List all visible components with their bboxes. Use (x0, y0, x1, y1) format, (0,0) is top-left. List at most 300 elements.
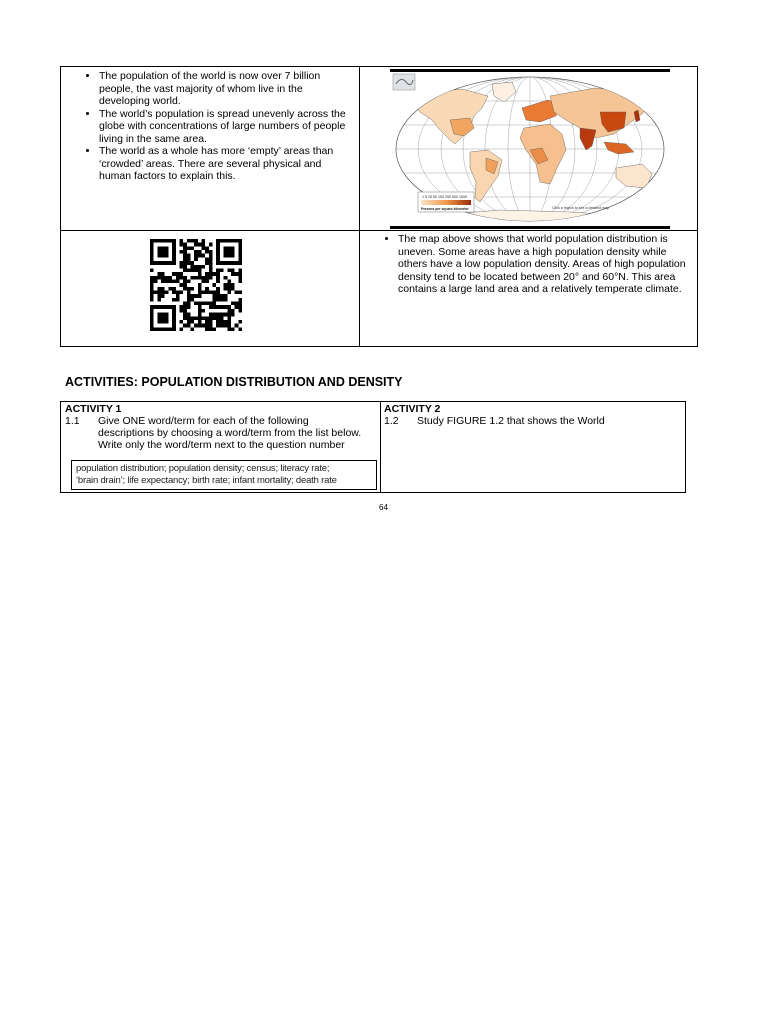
qr-module (154, 239, 158, 243)
qr-module (216, 291, 220, 295)
qr-module (216, 268, 220, 272)
qr-module (179, 283, 183, 287)
qr-module (238, 276, 242, 280)
qr-module (216, 250, 220, 254)
qr-module (238, 243, 242, 247)
qr-module (172, 250, 176, 254)
qr-module (187, 257, 191, 261)
qr-module (202, 276, 206, 280)
qr-module (216, 324, 220, 328)
qr-module (209, 316, 213, 320)
qr-module (194, 324, 198, 328)
qr-module (179, 305, 183, 309)
qr-module (198, 287, 202, 291)
qr-module (161, 254, 165, 258)
qr-module (183, 305, 187, 309)
qr-module (216, 320, 220, 324)
question-text: Study FIGURE 1.2 that shows the World (417, 415, 605, 427)
qr-module (209, 302, 213, 306)
qr-module (161, 279, 165, 283)
qr-module (205, 250, 209, 254)
qr-module (238, 298, 242, 302)
qr-module (224, 254, 228, 258)
word-list-line: population distribution; population density; census; literacy rate; (76, 463, 330, 474)
qr-module (224, 313, 228, 317)
qr-module (231, 261, 235, 265)
qr-module (198, 309, 202, 313)
qr-module (168, 239, 172, 243)
qr-module (231, 302, 235, 306)
qr-module (231, 272, 235, 276)
qr-module (238, 257, 242, 261)
qr-module (198, 250, 202, 254)
qr-module (231, 246, 235, 250)
qr-module (161, 305, 165, 309)
qr-module (220, 261, 224, 265)
qr-module (157, 320, 161, 324)
qr-module (227, 309, 231, 313)
qr-module (161, 272, 165, 276)
qr-module (216, 243, 220, 247)
qr-module (150, 298, 154, 302)
qr-module (227, 246, 231, 250)
qr-module (190, 261, 194, 265)
qr-module (161, 239, 165, 243)
qr-module (150, 279, 154, 283)
qr-module (202, 279, 206, 283)
qr-module (179, 239, 183, 243)
qr-module (187, 287, 191, 291)
qr-module (183, 313, 187, 317)
qr-module (187, 254, 191, 258)
qr-module (190, 268, 194, 272)
question-number: 1.2 (384, 415, 399, 427)
qr-module (194, 254, 198, 258)
qr-module (198, 305, 202, 309)
qr-module (231, 287, 235, 291)
qr-module (176, 272, 180, 276)
qr-module (227, 283, 231, 287)
qr-module (190, 320, 194, 324)
qr-module (238, 305, 242, 309)
qr-module (198, 243, 202, 247)
qr-module (183, 287, 187, 291)
intro-bullet-list (81, 70, 353, 183)
qr-module (187, 294, 191, 298)
section-title: ACTIVITIES: POPULATION DISTRIBUTION AND DENSITY (65, 375, 403, 389)
qr-module (183, 243, 187, 247)
qr-module (183, 283, 187, 287)
qr-module (150, 254, 154, 258)
qr-module (150, 313, 154, 317)
qr-module (179, 243, 183, 247)
qr-module (209, 265, 213, 269)
qr-module (179, 261, 183, 265)
qr-module (172, 254, 176, 258)
qr-module (216, 272, 220, 276)
qr-module (187, 320, 191, 324)
qr-module (216, 316, 220, 320)
qr-module (220, 298, 224, 302)
qr-module (190, 265, 194, 269)
svg-text:Persons per square kilometer: Persons per square kilometer (421, 207, 469, 211)
qr-module (150, 309, 154, 313)
intro-table (60, 66, 698, 347)
qr-module (209, 254, 213, 258)
intro-bullet: • The world’s population is spread unevenly across the globe with concentrations of large numbers of people living in the same area. (99, 108, 353, 146)
qr-module (194, 268, 198, 272)
qr-module (224, 287, 228, 291)
qr-module (190, 316, 194, 320)
qr-module (172, 298, 176, 302)
qr-module (220, 313, 224, 317)
qr-module (227, 313, 231, 317)
qr-module (235, 261, 239, 265)
qr-module (202, 243, 206, 247)
qr-module (205, 327, 209, 331)
qr-module (209, 268, 213, 272)
qr-module (220, 324, 224, 328)
qr-module (194, 302, 198, 306)
qr-module (198, 272, 202, 276)
qr-module (165, 327, 169, 331)
qr-module (209, 276, 213, 280)
qr-module (198, 268, 202, 272)
qr-module (161, 287, 165, 291)
qr-module (224, 324, 228, 328)
qr-module (231, 313, 235, 317)
qr-module (231, 268, 235, 272)
qr-module (220, 268, 224, 272)
qr-module (150, 261, 154, 265)
qr-module (202, 309, 206, 313)
qr-module (150, 291, 154, 295)
qr-module (224, 298, 228, 302)
qr-module (165, 250, 169, 254)
qr-module (194, 294, 198, 298)
qr-module (161, 313, 165, 317)
qr-module (198, 276, 202, 280)
qr-module (216, 254, 220, 258)
qr-module (224, 283, 228, 287)
intro-text-cell (61, 67, 359, 230)
qr-module (179, 272, 183, 276)
qr-module (183, 246, 187, 250)
qr-module (209, 261, 213, 265)
qr-module (187, 246, 191, 250)
qr-module (224, 239, 228, 243)
qr-module (224, 246, 228, 250)
world-population-map[interactable] (390, 69, 670, 229)
map-graphic (390, 72, 670, 226)
qr-module (150, 243, 154, 247)
qr-module (154, 276, 158, 280)
qr-module (168, 279, 172, 283)
qr-module (176, 279, 180, 283)
qr-module (183, 324, 187, 328)
qr-module (154, 305, 158, 309)
table-divider (380, 402, 381, 492)
qr-module (209, 250, 213, 254)
qr-module (172, 261, 176, 265)
qr-module (224, 261, 228, 265)
map-legend (418, 192, 474, 212)
qr-module (157, 250, 161, 254)
qr-module (157, 287, 161, 291)
qr-module (213, 302, 217, 306)
qr-module (235, 305, 239, 309)
qr-module (190, 294, 194, 298)
qr-module (172, 243, 176, 247)
qr-module (161, 246, 165, 250)
page-number: 64 (379, 503, 388, 512)
qr-module (165, 246, 169, 250)
qr-code-icon[interactable] (150, 239, 242, 331)
qr-module (187, 268, 191, 272)
qr-module (205, 257, 209, 261)
qr-module (165, 313, 169, 317)
qr-module (154, 327, 158, 331)
qr-module (161, 327, 165, 331)
qr-module (227, 254, 231, 258)
qr-module (187, 239, 191, 243)
qr-module (216, 298, 220, 302)
qr-module (172, 305, 176, 309)
qr-module (231, 327, 235, 331)
qr-module (227, 268, 231, 272)
qr-module (238, 250, 242, 254)
qr-module (216, 287, 220, 291)
qr-module (150, 276, 154, 280)
qr-module (227, 291, 231, 295)
qr-module (179, 250, 183, 254)
qr-module (198, 324, 202, 328)
qr-module (205, 324, 209, 328)
qr-module (213, 272, 217, 276)
qr-module (213, 283, 217, 287)
qr-module (183, 279, 187, 283)
qr-module (198, 320, 202, 324)
qr-module (183, 316, 187, 320)
qr-module (179, 327, 183, 331)
qr-module (161, 276, 165, 280)
qr-module (227, 327, 231, 331)
qr-module (187, 324, 191, 328)
question-row (384, 415, 684, 427)
qr-module (235, 239, 239, 243)
qr-module (220, 294, 224, 298)
qr-module (194, 276, 198, 280)
qr-module (216, 246, 220, 250)
qr-module (213, 294, 217, 298)
qr-module (157, 291, 161, 295)
qr-module (205, 246, 209, 250)
qr-module (238, 309, 242, 313)
qr-module (183, 261, 187, 265)
qr-module (190, 239, 194, 243)
qr-module (198, 294, 202, 298)
qr-module (231, 309, 235, 313)
qr-module (216, 313, 220, 317)
qr-module (238, 254, 242, 258)
qr-module (179, 265, 183, 269)
qr-module (238, 320, 242, 324)
qr-module (209, 257, 213, 261)
map-text-cell (360, 231, 697, 346)
qr-module (205, 276, 209, 280)
qr-module (176, 276, 180, 280)
qr-module (202, 316, 206, 320)
qr-module (157, 246, 161, 250)
qr-module (172, 324, 176, 328)
qr-module (238, 268, 242, 272)
qr-module (183, 302, 187, 306)
qr-module (154, 279, 158, 283)
qr-module (194, 239, 198, 243)
qr-module (238, 279, 242, 283)
qr-module (238, 239, 242, 243)
qr-module (183, 250, 187, 254)
word-list-line: ‘brain drain’; life expectancy; birth rate; infant mortality; death rate (76, 475, 337, 486)
qr-module (187, 302, 191, 306)
qr-module (187, 291, 191, 295)
qr-module (209, 327, 213, 331)
qr-module (172, 279, 176, 283)
qr-module (150, 283, 154, 287)
qr-module (227, 261, 231, 265)
qr-module (227, 279, 231, 283)
qr-module (220, 316, 224, 320)
qr-module (179, 291, 183, 295)
qr-module (161, 316, 165, 320)
intro-bullet: • The world as a whole has more ‘empty’ areas than ‘crowded’ areas. There are several physical and human factors to explain this. (99, 145, 353, 183)
qr-module (179, 320, 183, 324)
qr-module (209, 305, 213, 309)
qr-module (150, 250, 154, 254)
qr-module (205, 302, 209, 306)
activity-1 (65, 403, 377, 451)
qr-module (165, 305, 169, 309)
question-row (65, 415, 377, 427)
qr-module (187, 305, 191, 309)
qr-module (150, 316, 154, 320)
qr-module (205, 261, 209, 265)
qr-module (176, 298, 180, 302)
qr-module (235, 272, 239, 276)
qr-module (190, 298, 194, 302)
qr-module (172, 313, 176, 317)
qr-module (224, 294, 228, 298)
activity-2-heading: ACTIVITY 2 (384, 403, 441, 415)
qr-module (224, 276, 228, 280)
qr-module (224, 250, 228, 254)
qr-module (161, 250, 165, 254)
qr-module (168, 287, 172, 291)
qr-module (150, 239, 154, 243)
qr-module (176, 291, 180, 295)
qr-module (224, 320, 228, 324)
svg-text:1 5 25 50 100 250 500 1000: 1 5 25 50 100 250 500 1000 (422, 195, 467, 199)
qr-module (165, 239, 169, 243)
qr-module (202, 254, 206, 258)
qr-module (209, 324, 213, 328)
qr-module (198, 302, 202, 306)
qr-module (209, 320, 213, 324)
qr-module (157, 261, 161, 265)
qr-module (202, 265, 206, 269)
qr-module (157, 239, 161, 243)
qr-module (220, 305, 224, 309)
qr-module (157, 276, 161, 280)
qr-module (172, 320, 176, 324)
qr-module (183, 265, 187, 269)
qr-module (172, 316, 176, 320)
qr-module (150, 324, 154, 328)
qr-module (183, 309, 187, 313)
map-logo (393, 74, 415, 90)
qr-module (187, 261, 191, 265)
qr-module (150, 305, 154, 309)
qr-module (157, 272, 161, 276)
qr-module (190, 246, 194, 250)
qr-module (165, 320, 169, 324)
qr-module (231, 283, 235, 287)
qr-module (209, 291, 213, 295)
qr-module (150, 287, 154, 291)
qr-module (161, 291, 165, 295)
qr-module (172, 287, 176, 291)
qr-module (227, 239, 231, 243)
qr-module (172, 239, 176, 243)
qr-module (227, 250, 231, 254)
qr-module (213, 305, 217, 309)
qr-module (205, 316, 209, 320)
qr-module (190, 327, 194, 331)
qr-module (165, 276, 169, 280)
qr-module (194, 243, 198, 247)
qr-module (168, 305, 172, 309)
qr-module (198, 313, 202, 317)
qr-module (183, 268, 187, 272)
qr-module (198, 316, 202, 320)
qr-module (172, 291, 176, 295)
qr-module (220, 239, 224, 243)
qr-module (179, 309, 183, 313)
qr-module (238, 327, 242, 331)
qr-module (157, 298, 161, 302)
qr-module (172, 309, 176, 313)
qr-module (194, 316, 198, 320)
qr-module (183, 257, 187, 261)
qr-module (150, 320, 154, 324)
qr-module (168, 327, 172, 331)
qr-module (161, 320, 165, 324)
qr-module (198, 291, 202, 295)
qr-module (216, 279, 220, 283)
qr-module (187, 279, 191, 283)
qr-module (183, 254, 187, 258)
qr-module (209, 272, 213, 276)
qr-module (187, 316, 191, 320)
qr-module (172, 246, 176, 250)
question-text: Give ONE word/term for each of the following (98, 415, 309, 427)
qr-module (154, 291, 158, 295)
qr-module (213, 327, 217, 331)
qr-module (168, 261, 172, 265)
qr-module (157, 316, 161, 320)
qr-module (198, 265, 202, 269)
qr-module (231, 239, 235, 243)
